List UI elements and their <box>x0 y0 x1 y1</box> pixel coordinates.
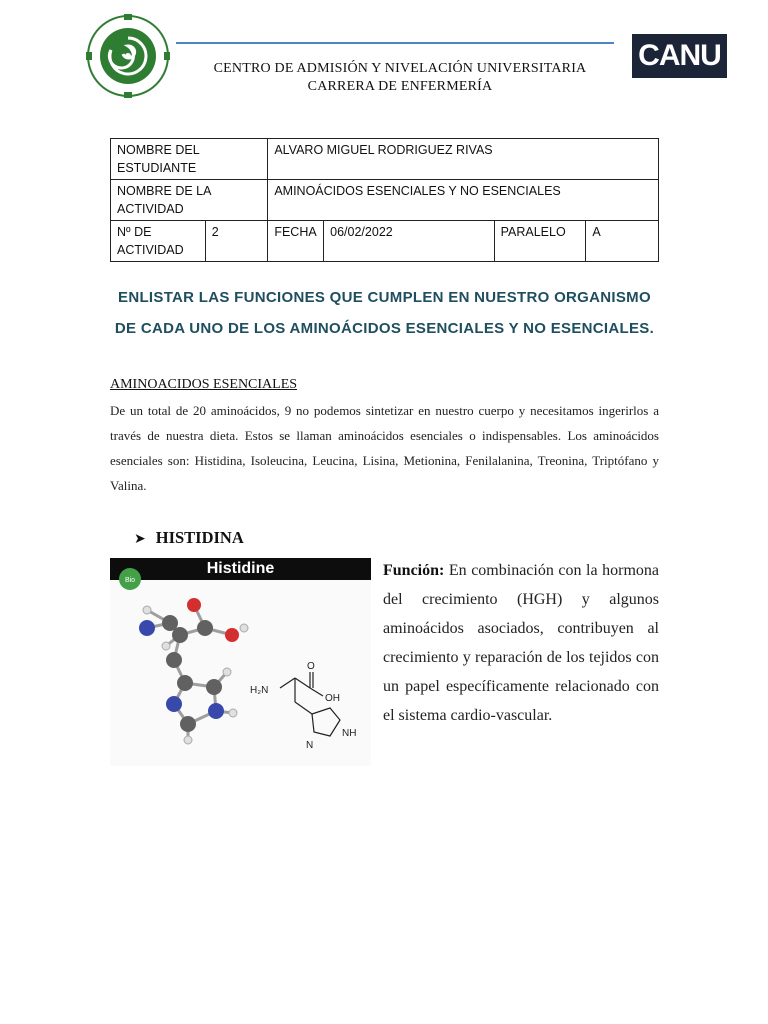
function-label: Función: <box>383 562 445 579</box>
histidina-heading-text: HISTIDINA <box>155 528 244 547</box>
header-divider <box>176 42 614 44</box>
histidine-image <box>110 558 371 766</box>
canu-logo-text: CANU <box>638 39 721 72</box>
histidina-function <box>383 556 659 730</box>
paralelo-label: PARALELO <box>494 221 586 262</box>
activity-number-value: 2 <box>205 221 268 262</box>
histidine-molecule-icon <box>110 558 371 766</box>
h2n-label: H₂N <box>250 685 269 696</box>
date-value: 06/02/2022 <box>324 221 494 262</box>
function-text: En combinación con la hormona del crecimiento (HGH) y algunos aminoácidos asociados, contribuyen al crecimiento y reparación de los tejidos con un papel específicamente relacionado con el sistema cardio-vascular. <box>383 562 660 724</box>
student-info-table <box>110 138 659 262</box>
table-row <box>111 139 659 180</box>
activity-number-label: Nº DE ACTIVIDAD <box>111 221 206 262</box>
activity-label: NOMBRE DE LA ACTIVIDAD <box>111 180 268 221</box>
oxygen-label: O <box>307 661 315 672</box>
bio-badge-text: Bio <box>124 577 136 584</box>
activity-value: AMINOÁCIDOS ESENCIALES Y NO ESENCIALES <box>268 180 659 221</box>
section-heading: AMINOACIDOS ESENCIALES <box>110 377 298 392</box>
n-label: N <box>306 740 314 751</box>
header-line-2: CARRERA DE ENFERMERÍA <box>307 79 493 94</box>
header-line-1: CENTRO DE ADMISIÓN Y NIVELACIÓN UNIVERSITARIA <box>213 61 587 76</box>
oh-label: OH <box>325 693 340 704</box>
arrow-bullet-icon: ➤ <box>134 531 146 547</box>
university-logo <box>86 14 170 98</box>
nh-label: NH <box>342 728 357 739</box>
page-title: ENLISTAR LAS FUNCIONES QUE CUMPLEN EN NUESTRO ORGANISMO DE CADA UNO DE LOS AMINOÁCIDOS ESENCIALES Y NO ESENCIALES. <box>114 289 655 337</box>
paralelo-value: A <box>586 221 659 262</box>
student-label: NOMBRE DEL ESTUDIANTE <box>111 139 268 180</box>
histidine-image-banner: Histidine <box>110 558 371 580</box>
date-label: FECHA <box>268 221 324 262</box>
student-value: ALVARO MIGUEL RODRIGUEZ RIVAS <box>268 139 659 180</box>
section-intro: De un total de 20 aminoácidos, 9 no podemos sintetizar en nuestro cuerpo y necesitamos ingerirlos a través de nuestra dieta. Estos se llaman aminoácidos esenciales o indispensables. Los aminoácidos esenciales son: Histidina, Isoleucina, Leucina, Lisina, Metionina, Fenilalanina, Treonina, Triptófano y Valina. <box>110 403 659 493</box>
table-row <box>111 221 659 262</box>
table-row <box>111 180 659 221</box>
canu-logo <box>632 34 727 78</box>
header-title <box>170 60 630 96</box>
histidina-heading <box>134 528 244 548</box>
